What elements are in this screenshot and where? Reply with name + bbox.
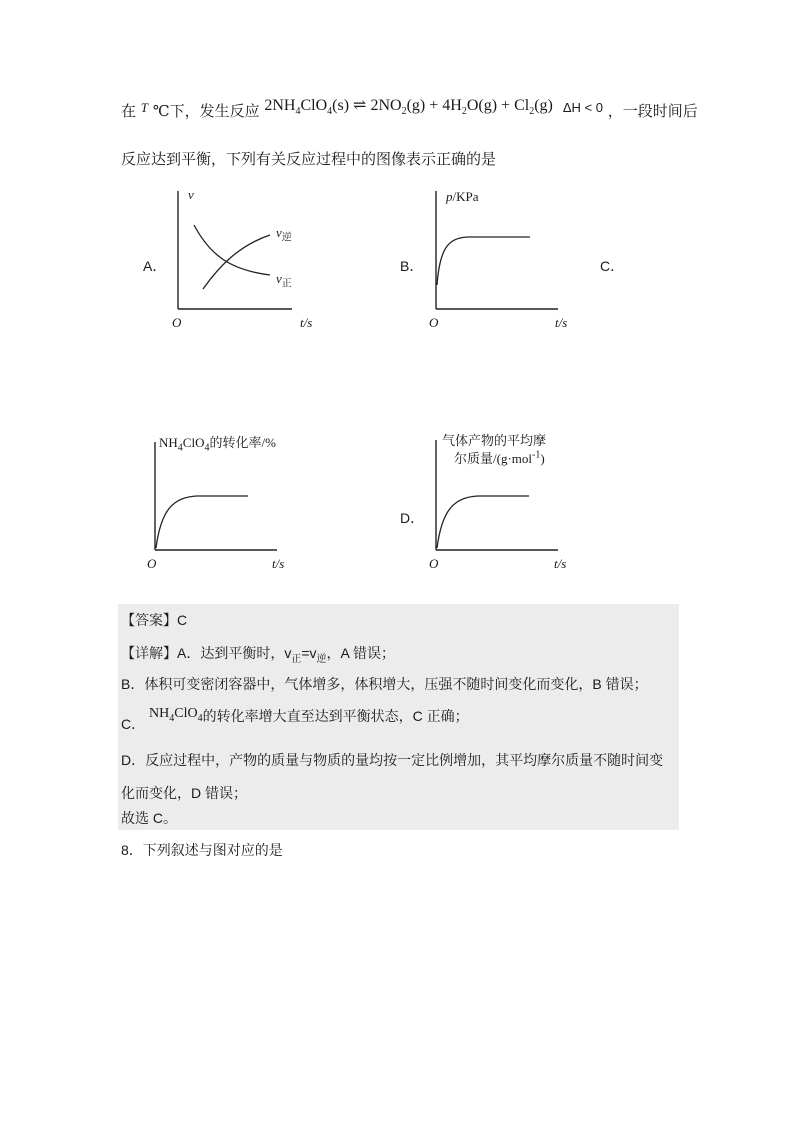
- graph-b: [428, 185, 578, 330]
- graph-a-curve-reverse-rate: [194, 225, 270, 275]
- temperature-unit-text: ℃下，发生反应: [152, 102, 260, 120]
- answer-title: 【答案】C: [121, 612, 188, 628]
- temperature-variable: T: [140, 100, 149, 115]
- graph-c-y-label: $NH_4ClO_4$的转化率/%: [159, 435, 276, 454]
- answer-detail-d-line1: D．反应过程中，产物的质量与物质的量均按一定比例增加，其平均摩尔质量不随时间变: [121, 752, 664, 768]
- graph-c: [147, 430, 307, 570]
- reaction-equation: $2NH_4ClO_4(s)$ ⇌ $2NO_2(g) + 4H_2O(g) + Cl_2(g)$: [264, 97, 553, 118]
- question-line-2: 反应达到平衡，下列有关反应过程中的图像表示正确的是: [121, 150, 497, 168]
- question-prefix: 在: [121, 102, 137, 120]
- graph-d-origin: O: [429, 556, 439, 571]
- answer-final: 故选 C。: [121, 810, 177, 826]
- graph-c-origin: O: [147, 556, 157, 571]
- answer-detail-d-line2: 化而变化，D 错误；: [121, 785, 247, 801]
- answer-detail-c: C． $NH_4ClO_4$的转化率增大直至达到平衡状态，C 正确；: [121, 706, 469, 732]
- graph-d-y-label-line2: 尔质量/(g·mol$^{-1}$): [454, 449, 545, 466]
- graph-d-x-label: t/s: [554, 556, 567, 571]
- option-c-label: C．: [600, 258, 625, 274]
- graph-a-y-label: v: [188, 187, 194, 202]
- option-d-label: D．: [400, 510, 425, 526]
- option-a-label: A．: [143, 258, 167, 274]
- question-suffix: ，一段时间后: [607, 102, 698, 120]
- graph-a-origin: O: [172, 315, 182, 330]
- graph-c-x-label: t/s: [272, 556, 285, 571]
- graph-a-curve-reverse-label: $v_逆$: [276, 225, 292, 244]
- graph-d-y-label-line1: 气体产物的平均摩: [442, 433, 547, 448]
- answer-detail-a: 【详解】A．达到平衡时，$v_正=v_逆$，A 错误；: [121, 645, 395, 665]
- graph-a-curve-forward-rate: [203, 235, 270, 289]
- graph-a-curve-forward-label: $v_正$: [276, 271, 292, 290]
- graph-b-x-label: t/s: [555, 315, 568, 330]
- next-question: 8．下列叙述与图对应的是: [121, 842, 283, 858]
- equilibrium-arrow: ⇌: [353, 97, 367, 114]
- graph-b-y-label: p/KPa: [446, 189, 479, 204]
- graph-d: [428, 430, 588, 570]
- graph-a-x-label: t/s: [300, 315, 313, 330]
- option-b-label: B．: [400, 258, 424, 274]
- enthalpy-change: ΔH < 0: [562, 100, 603, 115]
- graph-d-curve-molar-mass: [437, 496, 529, 548]
- question-line-1: [121, 97, 698, 123]
- answer-detail-b: B．体积可变密闭容器中，气体增多，体积增大，压强不随时间变化而变化，B 错误；: [121, 676, 648, 692]
- graph-b-curve-pressure: [437, 237, 530, 285]
- answer-c-formula: $NH_4ClO_4$: [149, 706, 203, 724]
- graph-a: [170, 185, 320, 330]
- graph-c-curve-conversion: [156, 496, 248, 548]
- graph-b-origin: O: [429, 315, 439, 330]
